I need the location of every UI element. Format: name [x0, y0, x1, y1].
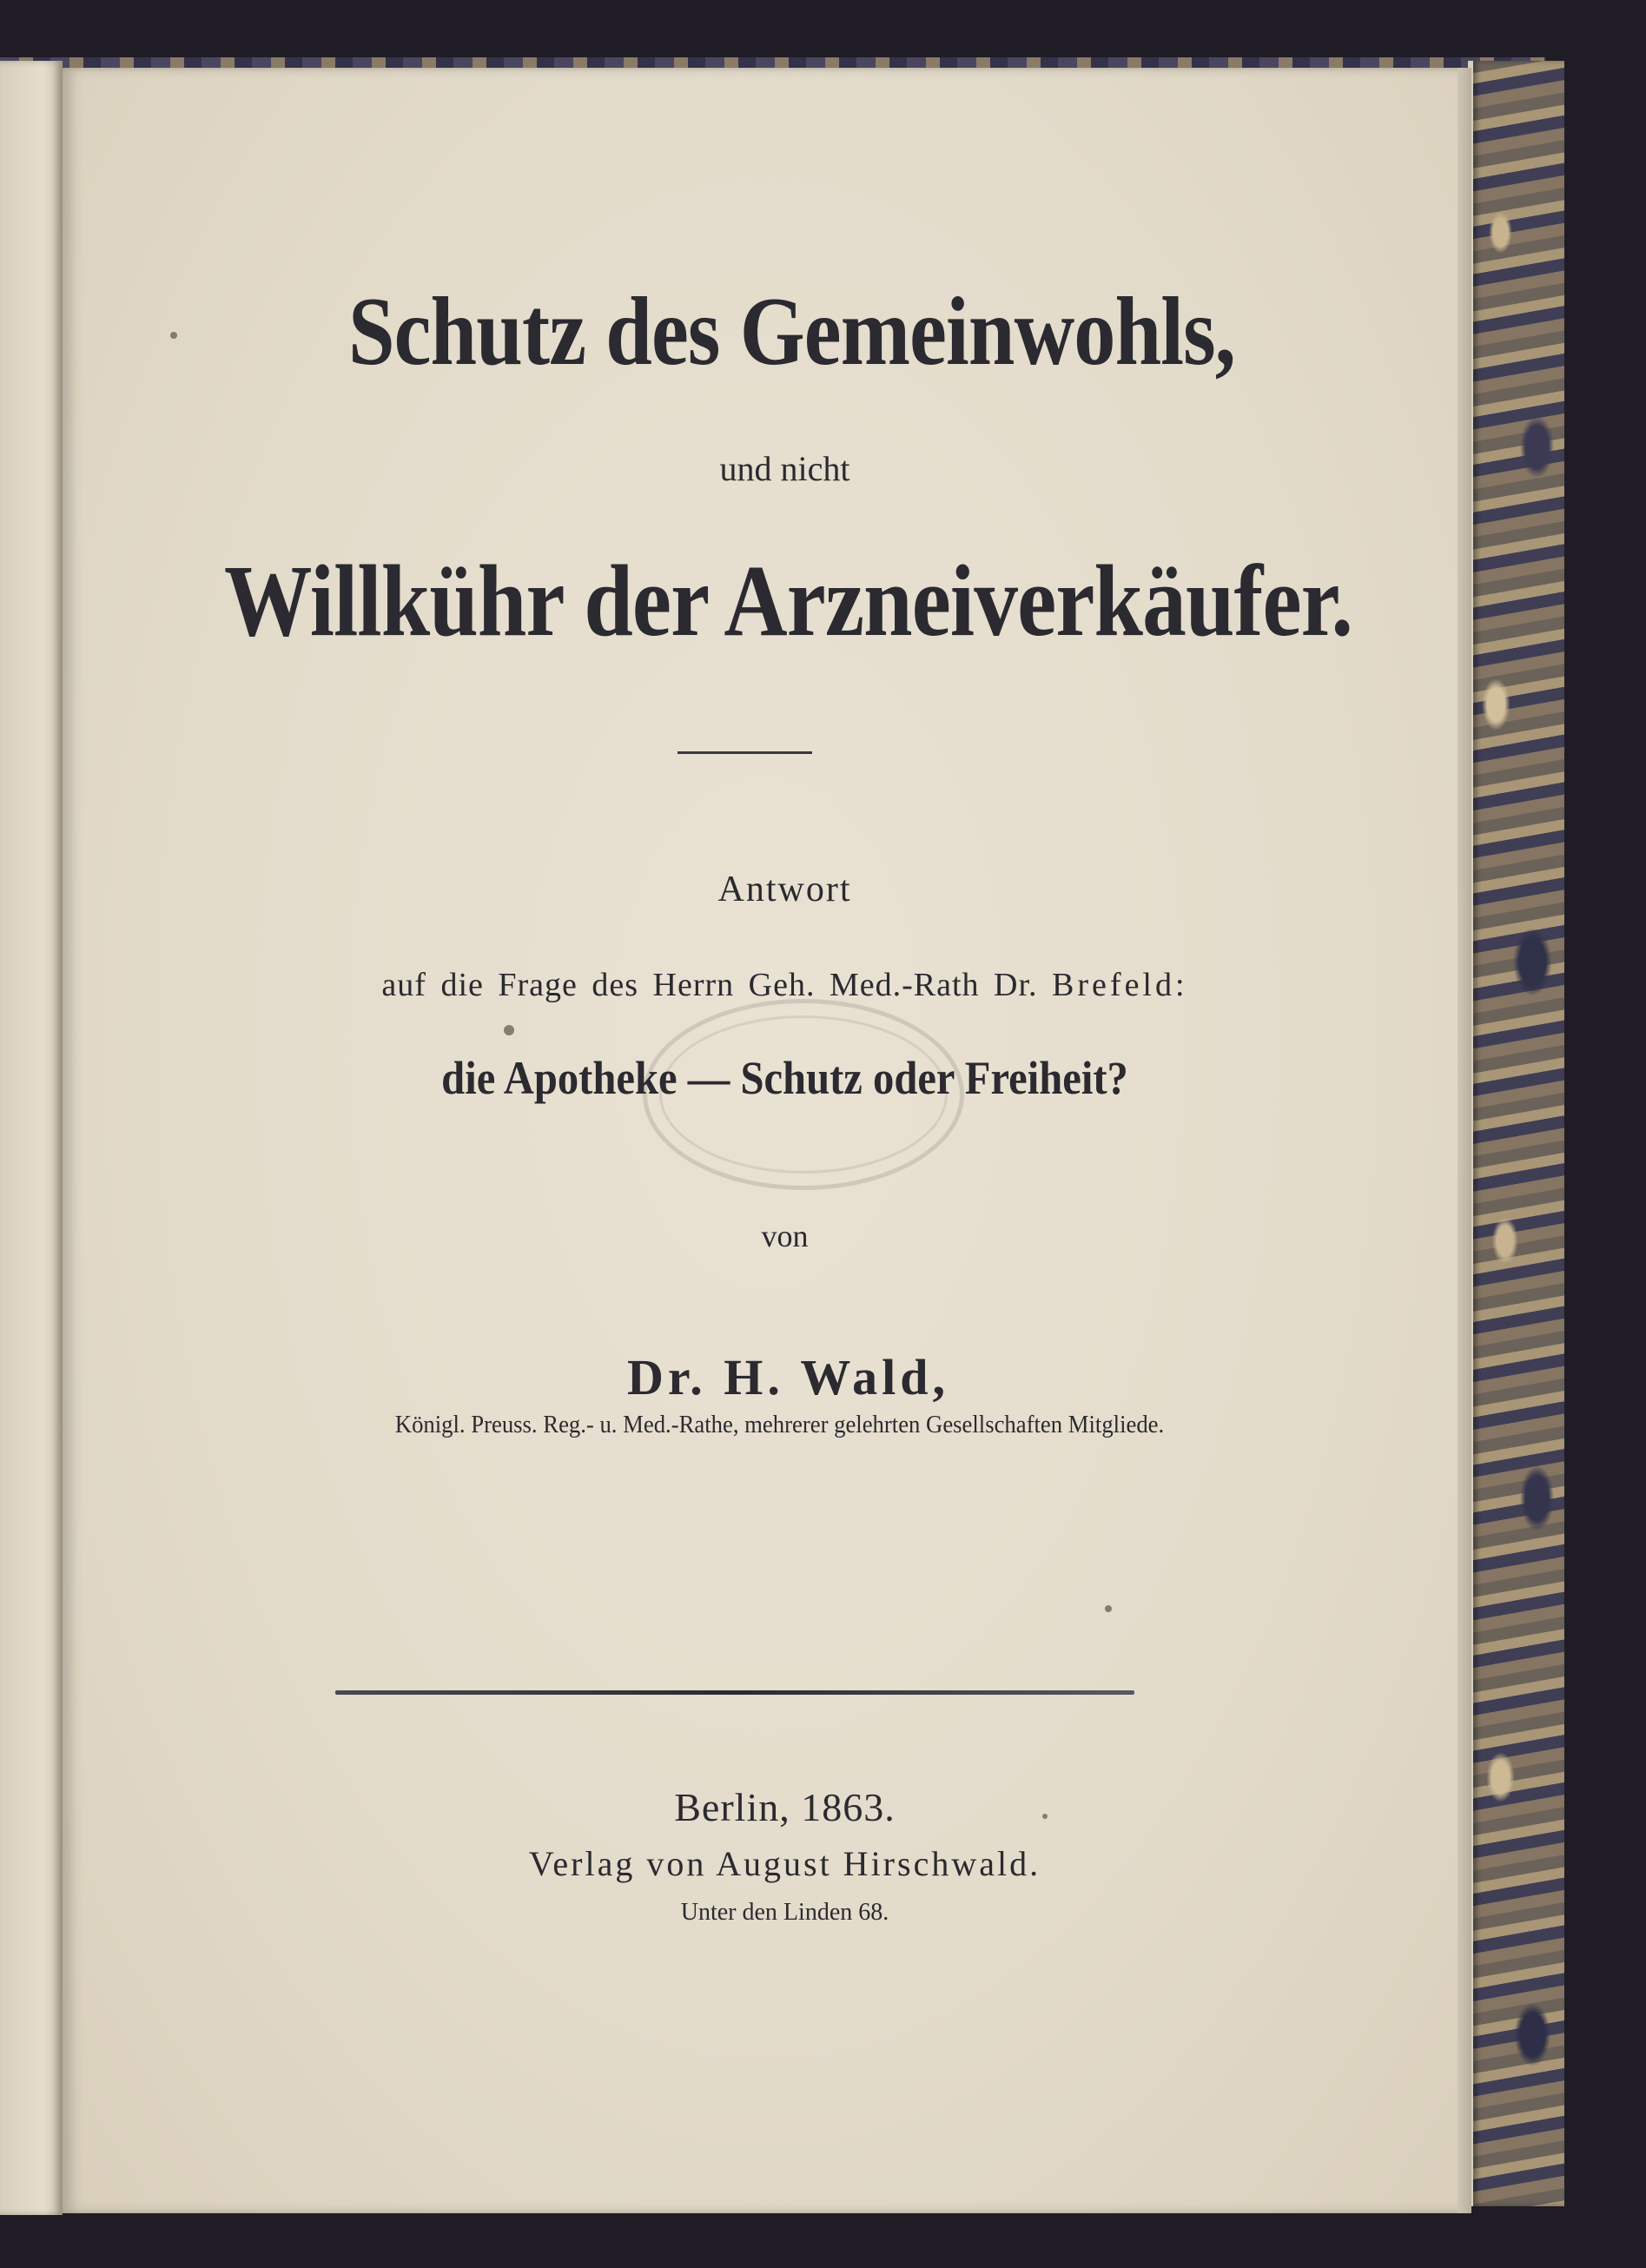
answer-heading: Antwort: [717, 870, 852, 909]
title-line-2: Willkühr der Arzneiverkäufer.: [223, 544, 1353, 658]
by-line: von: [761, 1219, 809, 1253]
page-fore-edge: [1458, 68, 1471, 2213]
question-line: [0, 966, 1608, 1004]
publisher-address: Unter den Linden 68.: [680, 1899, 889, 1926]
question-prefix: auf die Frage des Herrn Geh. Med.-Rath Dr.: [381, 967, 1038, 1003]
short-divider-rule: [678, 751, 812, 754]
author-name: Dr. H. Wald,: [626, 1349, 950, 1405]
place-year: Berlin, 1863.: [674, 1785, 896, 1829]
author-affiliation: Königl. Preuss. Reg.- u. Med.-Rathe, mehrerer gelehrten Gesellschaften Mitgliede.: [394, 1411, 1165, 1438]
publisher: Verlag von August Hirschwald.: [528, 1844, 1041, 1883]
title-connector: und nicht: [719, 449, 850, 488]
question-name: Brefeld:: [1052, 967, 1188, 1003]
paper-speck: [504, 1025, 514, 1035]
question-text: die Apotheke — Schutz oder Freiheit?: [441, 1052, 1128, 1104]
long-divider-rule: [335, 1690, 1134, 1695]
previous-leaf-edge: [0, 61, 63, 2215]
title-line-1: Schutz des Gemeinwohls,: [347, 278, 1236, 386]
paper-speck: [1105, 1605, 1112, 1612]
